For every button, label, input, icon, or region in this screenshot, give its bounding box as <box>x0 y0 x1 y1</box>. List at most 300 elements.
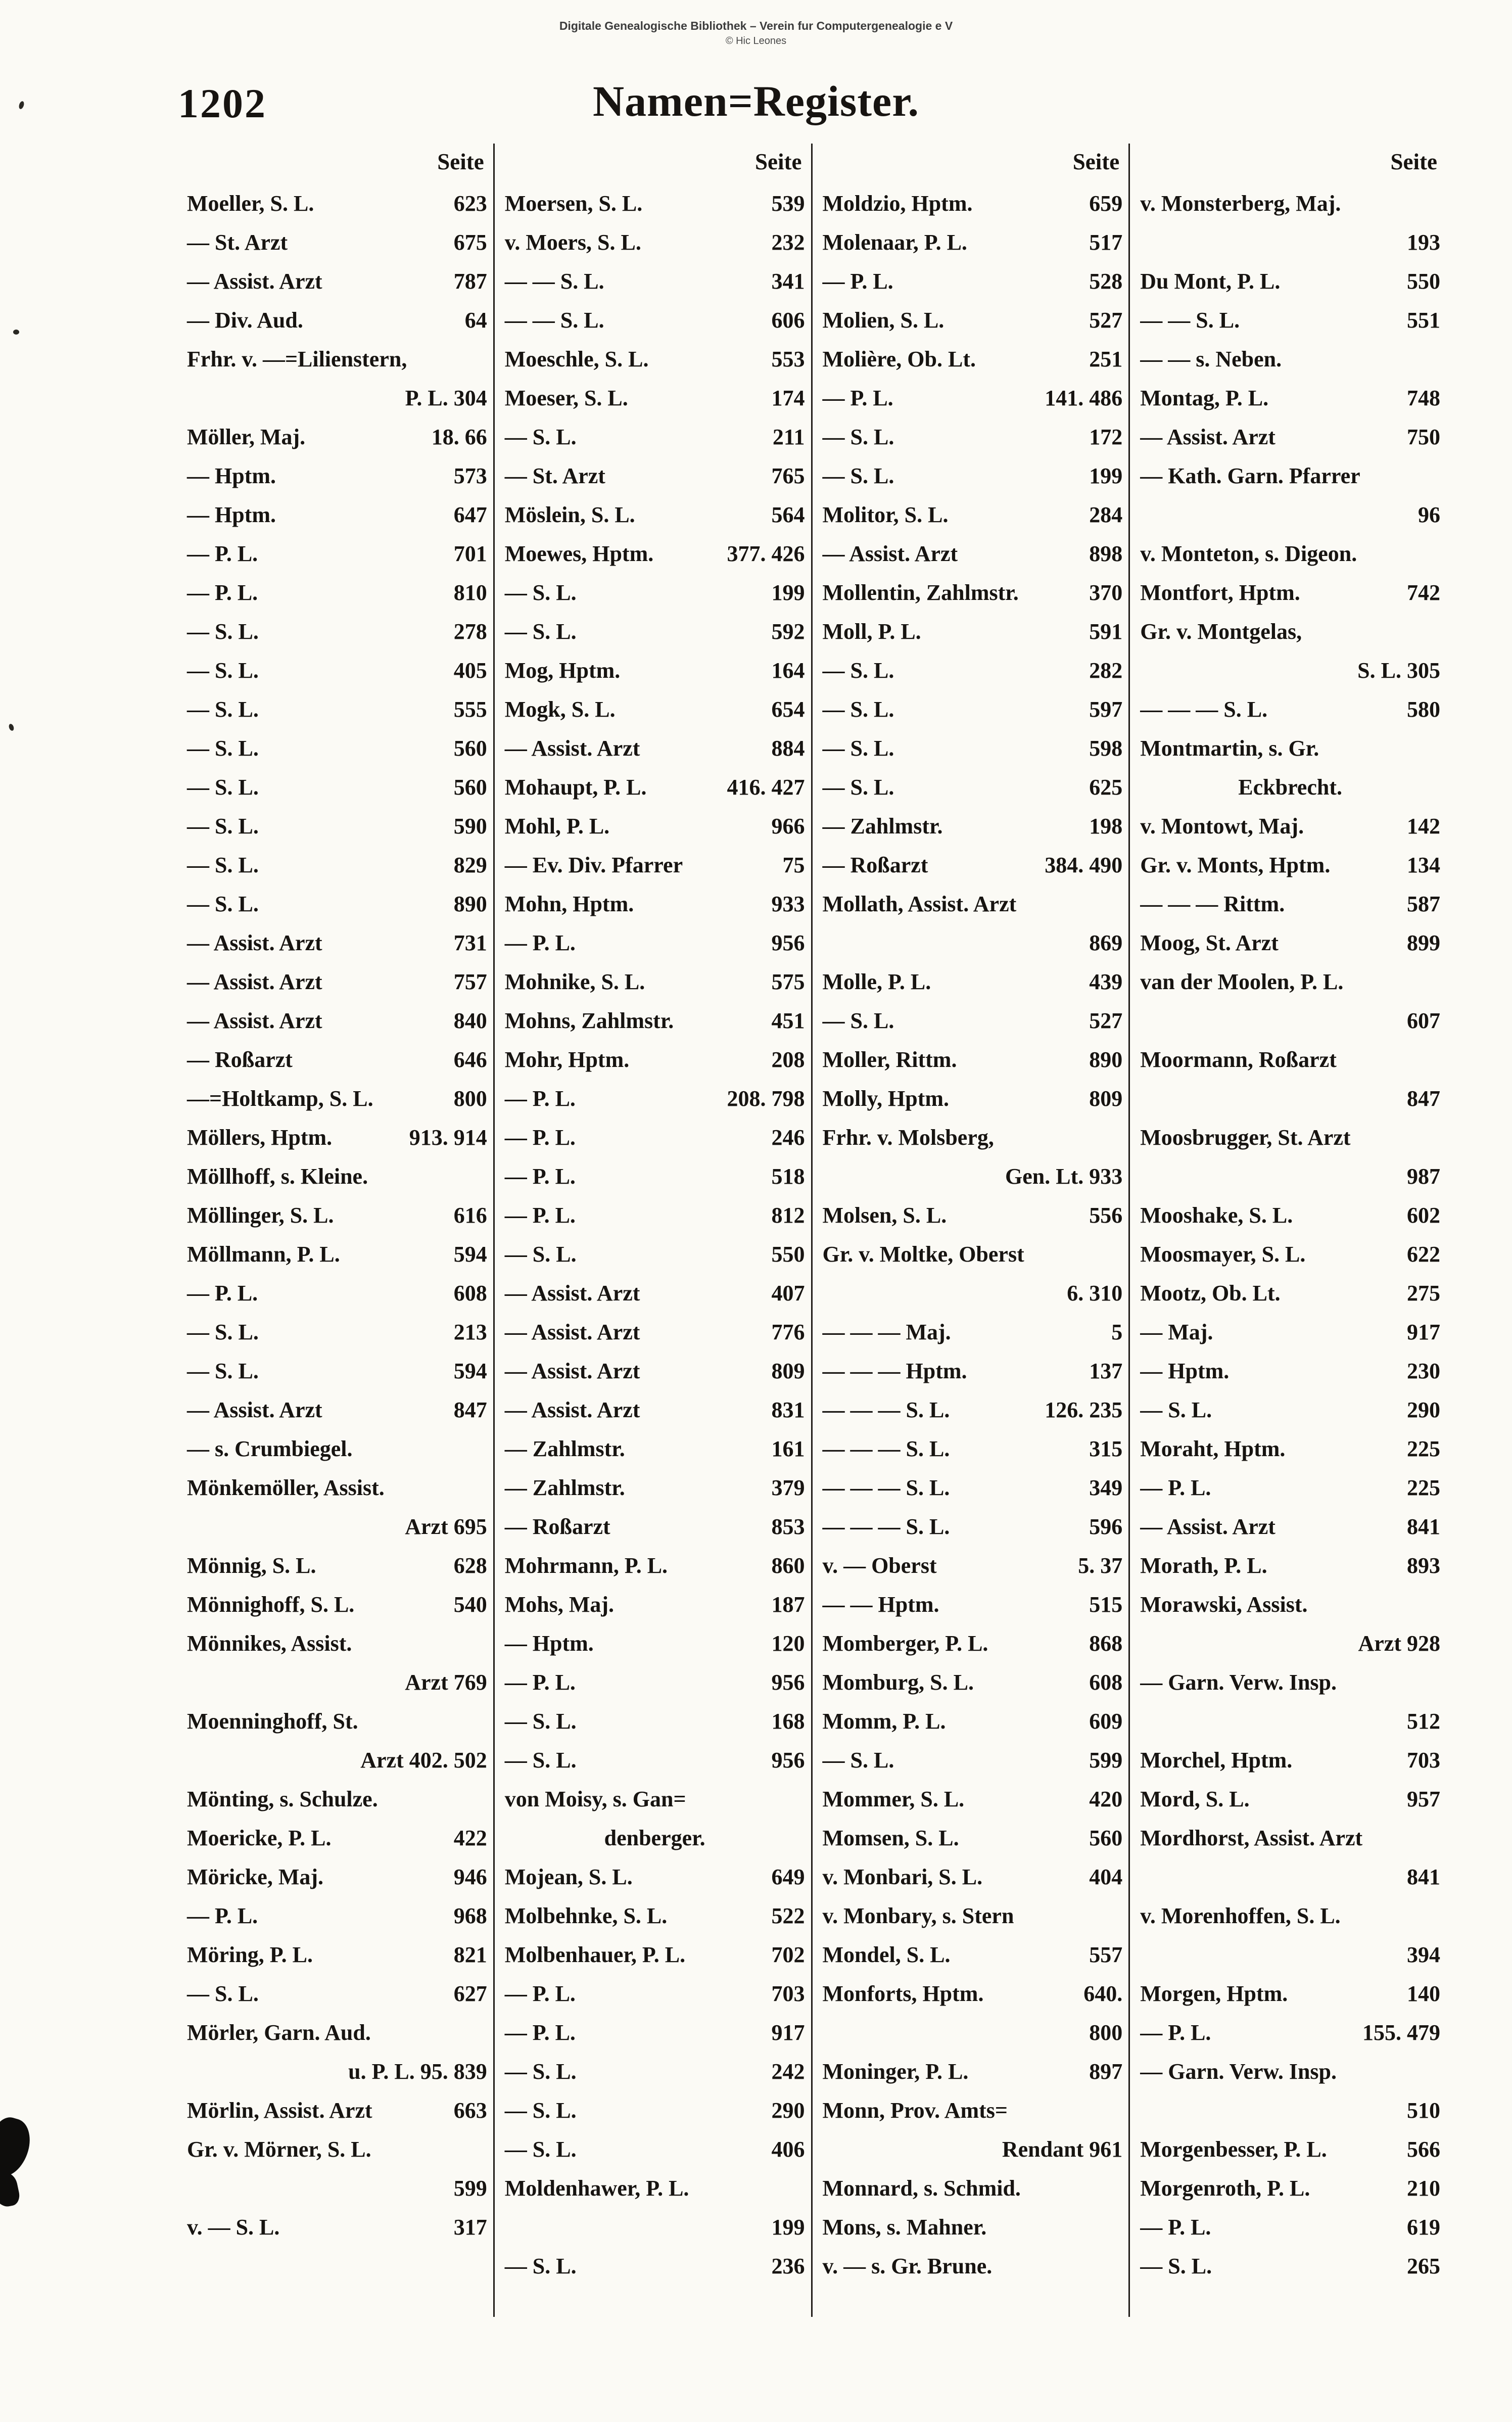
entry-page: 405 <box>453 658 487 683</box>
register-entry <box>187 1390 487 1429</box>
register-entry <box>187 1507 487 1546</box>
entry-text: Möring, P. L. <box>187 1942 313 1967</box>
entry-page: 126. 235 <box>1045 1398 1123 1422</box>
register-entry <box>187 768 487 807</box>
entry-text: — — — Hptm. <box>822 1359 967 1383</box>
entry-text: — — — S. L. <box>822 1436 950 1461</box>
ink-blot <box>0 2114 36 2182</box>
entry-text: — S. L. <box>504 2059 577 2084</box>
entry-text: v. — Oberst <box>822 1553 937 1578</box>
register-entry <box>187 1352 487 1390</box>
entry-text: — P. L. <box>1140 2020 1211 2045</box>
entry-page: 377. 426 <box>727 541 805 566</box>
register-entry <box>505 1935 805 1974</box>
entry-page: 646 <box>453 1047 487 1072</box>
entry-page: Gen. Lt. 933 <box>1005 1164 1123 1189</box>
entry-text: v. — s. Gr. Brune. <box>822 2254 993 2278</box>
entry-page: 917 <box>1407 1320 1440 1344</box>
entry-page: 210 <box>1407 2176 1440 2201</box>
entry-text: v. Moers, S. L. <box>504 230 641 255</box>
entry-page: 64 <box>464 308 487 333</box>
register-entry <box>823 495 1123 534</box>
register-entry <box>823 1468 1123 1507</box>
entry-page: 956 <box>771 1670 805 1695</box>
entry-page: 564 <box>771 502 805 527</box>
entry-text: — Assist. Arzt <box>187 1008 322 1033</box>
entry-text: Montag, P. L. <box>1140 386 1269 410</box>
entry-text: — S. L. <box>504 1242 577 1267</box>
entry-text: — — s. Neben. <box>1140 347 1282 371</box>
entry-page: 225 <box>1407 1475 1440 1500</box>
register-entry <box>187 1585 487 1624</box>
register-entry <box>1140 495 1440 534</box>
entry-text: — Assist. Arzt <box>504 1359 640 1383</box>
entry-text: Moeschle, S. L. <box>504 347 649 371</box>
register-entry <box>187 2013 487 2052</box>
entry-page: 731 <box>453 930 487 955</box>
scan-speck <box>13 330 19 335</box>
entry-page: Arzt 402. 502 <box>360 1748 487 1773</box>
register-entry <box>823 1663 1123 1702</box>
register-entry <box>187 1040 487 1079</box>
register-entry <box>823 262 1123 301</box>
register-entry <box>1140 1896 1440 1935</box>
register-entry <box>187 1313 487 1352</box>
column-seite-header: Seite <box>1072 149 1120 174</box>
register-entry <box>823 2208 1123 2247</box>
register-entry <box>505 2091 805 2130</box>
entry-text: Molitor, S. L. <box>822 502 949 527</box>
entry-page: 527 <box>1089 308 1123 333</box>
register-entry <box>823 768 1123 807</box>
entry-page: 5. 37 <box>1078 1553 1123 1578</box>
register-entry <box>505 340 805 379</box>
register-entry <box>823 417 1123 456</box>
entry-page: 597 <box>1089 697 1123 722</box>
entry-page: 616 <box>453 1203 487 1228</box>
entry-text: — S. L. <box>504 2254 577 2278</box>
entry-page: 282 <box>1089 658 1123 683</box>
register-entry <box>1140 1702 1440 1741</box>
register-entry <box>505 1157 805 1196</box>
register-entry <box>505 612 805 651</box>
register-entry <box>823 1235 1123 1274</box>
entry-page: 809 <box>1089 1086 1123 1111</box>
register-entry <box>505 807 805 846</box>
entry-text: — Assist. Arzt <box>187 930 322 955</box>
entry-text: — P. L. <box>504 1164 576 1189</box>
register-entry <box>505 1196 805 1235</box>
register-entry <box>505 1546 805 1585</box>
entry-text: — S. L. <box>187 853 259 877</box>
column-entries <box>823 184 1123 2286</box>
entry-text: — s. Crumbiegel. <box>187 1436 353 1461</box>
entry-text: — S. L. <box>504 2098 577 2123</box>
entry-text: — P. L. <box>504 1670 576 1695</box>
entry-text: — — — Maj. <box>822 1320 951 1344</box>
register-entry <box>505 651 805 690</box>
entry-page: 230 <box>1407 1359 1440 1383</box>
entry-text: Mönkemöller, Assist. <box>187 1475 385 1500</box>
entry-text: — S. L. <box>822 1748 894 1773</box>
register-entry <box>823 1001 1123 1040</box>
register-entry <box>1140 2052 1440 2091</box>
register-entry <box>1140 690 1440 729</box>
entry-text: — — S. L. <box>504 269 604 294</box>
entry-page: 550 <box>1407 269 1440 294</box>
register-entry <box>1140 2247 1440 2286</box>
entry-page: 225 <box>1407 1436 1440 1461</box>
register-entry <box>1140 2208 1440 2247</box>
entry-text: Mollath, Assist. Arzt <box>822 892 1017 916</box>
entry-text: — Assist. Arzt <box>1140 1514 1275 1539</box>
entry-page: 956 <box>771 1748 805 1773</box>
register-entry <box>505 1118 805 1157</box>
entry-text: Mogk, S. L. <box>504 697 616 722</box>
entry-page: 528 <box>1089 269 1123 294</box>
entry-page: 198 <box>1089 814 1123 839</box>
entry-text: — S. L. <box>1140 2254 1212 2278</box>
register-entry <box>823 1819 1123 1857</box>
register-entry <box>187 1780 487 1819</box>
entry-page: 623 <box>453 191 487 216</box>
register-entry <box>823 690 1123 729</box>
entry-text: Mollentin, Zahlmstr. <box>822 580 1019 605</box>
register-entry <box>187 573 487 612</box>
register-entry <box>187 1896 487 1935</box>
entry-page: 847 <box>453 1398 487 1422</box>
entry-text: Montmartin, s. Gr. <box>1140 736 1319 761</box>
scan-speck <box>8 723 15 731</box>
entry-text: Mohl, P. L. <box>504 814 610 839</box>
register-entry <box>187 534 487 573</box>
entry-text: Mons, s. Mahner. <box>822 2215 987 2240</box>
entry-text: Moericke, P. L. <box>187 1826 332 1850</box>
entry-page: 608 <box>453 1281 487 1306</box>
entry-text: Mooshake, S. L. <box>1140 1203 1293 1228</box>
entry-text: — P. L. <box>187 1281 258 1306</box>
entry-text: Möslein, S. L. <box>504 502 635 527</box>
entry-text: Mondel, S. L. <box>822 1942 951 1967</box>
register-entry <box>187 651 487 690</box>
entry-page: 172 <box>1089 425 1123 449</box>
entry-page: 594 <box>453 1359 487 1383</box>
entry-text: Moraht, Hptm. <box>1140 1436 1286 1461</box>
entry-text: v. Monteton, s. Digeon. <box>1140 541 1357 566</box>
entry-text: Mönnig, S. L. <box>187 1553 316 1578</box>
register-entry <box>1140 2091 1440 2130</box>
entry-page: 370 <box>1089 580 1123 605</box>
entry-text: — — — S. L. <box>822 1475 950 1500</box>
entry-page: 654 <box>771 697 805 722</box>
register-entry <box>1140 301 1440 340</box>
register-entry <box>187 495 487 534</box>
register-entry <box>1140 884 1440 923</box>
entry-page: 560 <box>453 775 487 800</box>
entry-text: v. Montowt, Maj. <box>1140 814 1304 839</box>
entry-page: 404 <box>1089 1865 1123 1889</box>
register-entry <box>1140 846 1440 884</box>
register-entry <box>1140 573 1440 612</box>
register-entry <box>823 2247 1123 2286</box>
register-entry <box>187 1196 487 1235</box>
register-entry <box>1140 1857 1440 1896</box>
register-entry <box>1140 1118 1440 1157</box>
entry-page: 155. 479 <box>1362 2020 1440 2045</box>
register-entry <box>187 1001 487 1040</box>
entry-page: 933 <box>771 892 805 916</box>
entry-page: 831 <box>771 1398 805 1422</box>
entry-text: Molsen, S. L. <box>822 1203 947 1228</box>
register-entry <box>823 340 1123 379</box>
register-entry <box>1140 1196 1440 1235</box>
entry-page: 246 <box>771 1125 805 1150</box>
register-columns <box>177 144 1446 2317</box>
entry-text: Moller, Rittm. <box>822 1047 957 1072</box>
register-entry <box>823 1196 1123 1235</box>
register-entry <box>1140 379 1440 417</box>
entry-page: 208 <box>771 1047 805 1072</box>
register-entry <box>187 1819 487 1857</box>
entry-page: 599 <box>1089 1748 1123 1773</box>
register-entry <box>1140 1079 1440 1118</box>
entry-text: — — — S. L. <box>822 1514 950 1539</box>
register-entry <box>1140 1935 1440 1974</box>
entry-text: — — S. L. <box>1140 308 1240 333</box>
entry-page: 134 <box>1407 853 1440 877</box>
entry-page: u. P. L. 95. 839 <box>348 2059 487 2084</box>
entry-page: 957 <box>1407 1787 1440 1811</box>
column-entries <box>187 184 487 2247</box>
register-entry <box>187 2091 487 2130</box>
entry-text: van der Moolen, P. L. <box>1140 969 1344 994</box>
entry-page: 893 <box>1407 1553 1440 1578</box>
entry-text: Molbenhauer, P. L. <box>504 1942 686 1967</box>
register-entry <box>187 846 487 884</box>
register-entry <box>1140 184 1440 223</box>
register-entry <box>823 1040 1123 1079</box>
entry-page: 278 <box>453 619 487 644</box>
register-entry <box>505 1585 805 1624</box>
entry-page: 592 <box>771 619 805 644</box>
register-entry <box>505 1040 805 1079</box>
entry-text: Momburg, S. L. <box>822 1670 974 1695</box>
entry-page: 899 <box>1407 930 1440 955</box>
column-seite-header: Seite <box>755 149 802 174</box>
entry-page: 422 <box>453 1826 487 1850</box>
entry-page: 142 <box>1407 814 1440 839</box>
register-entry <box>823 962 1123 1001</box>
register-entry <box>1140 923 1440 962</box>
entry-page: 141. 486 <box>1045 386 1123 410</box>
entry-text: — S. L. <box>822 1008 894 1033</box>
register-entry <box>1140 1468 1440 1507</box>
register-entry <box>505 184 805 223</box>
entry-text: Moenninghoff, St. <box>187 1709 358 1734</box>
entry-text: Momm, P. L. <box>822 1709 946 1734</box>
register-entry <box>505 2130 805 2169</box>
entry-page: 596 <box>1089 1514 1123 1539</box>
entry-page: 161 <box>771 1436 805 1461</box>
entry-page: 379 <box>771 1475 805 1500</box>
entry-text: — Assist. Arzt <box>822 541 958 566</box>
entry-page: 208. 798 <box>727 1086 805 1111</box>
entry-text: — S. L. <box>187 814 259 839</box>
register-entry <box>1140 1507 1440 1546</box>
entry-page: 555 <box>453 697 487 722</box>
register-entry <box>1140 1313 1440 1352</box>
entry-page: 587 <box>1407 892 1440 916</box>
entry-text: Moosbrugger, St. Arzt <box>1140 1125 1351 1150</box>
register-entry <box>823 223 1123 262</box>
register-entry <box>187 1157 487 1196</box>
entry-text: denberger. <box>604 1826 705 1850</box>
entry-page: 575 <box>771 969 805 994</box>
entry-page: 821 <box>453 1942 487 1967</box>
entry-text: — Zahlmstr. <box>504 1436 625 1461</box>
entry-text: — P. L. <box>504 1981 576 2006</box>
entry-text: — — Hptm. <box>822 1592 939 1617</box>
entry-page: 840 <box>453 1008 487 1033</box>
page-title: Namen=Register. <box>593 77 919 125</box>
entry-page: 518 <box>771 1164 805 1189</box>
register-entry <box>823 1585 1123 1624</box>
register-entry <box>1140 1546 1440 1585</box>
entry-text: Mog, Hptm. <box>504 658 621 683</box>
register-entry <box>187 2130 487 2169</box>
entry-text: v. Morenhoffen, S. L. <box>1140 1903 1341 1928</box>
register-entry <box>1140 1040 1440 1079</box>
entry-text: v. — S. L. <box>187 2215 280 2240</box>
entry-page: 551 <box>1407 308 1440 333</box>
register-entry <box>1140 2013 1440 2052</box>
entry-page: Arzt 928 <box>1358 1631 1440 1656</box>
register-entry <box>505 690 805 729</box>
register-entry <box>187 1429 487 1468</box>
entry-text: — P. L. <box>1140 1475 1211 1500</box>
entry-text: — Maj. <box>1140 1320 1213 1344</box>
entry-text: Moldzio, Hptm. <box>822 191 973 216</box>
register-entry <box>187 1663 487 1702</box>
entry-text: Mönnighoff, S. L. <box>187 1592 355 1617</box>
register-entry <box>187 223 487 262</box>
register-entry <box>505 1819 805 1857</box>
register-entry <box>505 1352 805 1390</box>
entry-page: 640. <box>1083 1981 1123 2006</box>
entry-page: 164 <box>771 658 805 683</box>
register-entry <box>505 962 805 1001</box>
register-entry <box>187 1741 487 1780</box>
register-entry <box>187 340 487 379</box>
register-entry <box>823 729 1123 768</box>
entry-text: Mörler, Garn. Aud. <box>187 2020 371 2045</box>
register-entry <box>823 301 1123 340</box>
register-entry <box>187 1546 487 1585</box>
entry-text: — S. L. <box>504 1709 577 1734</box>
register-entry <box>823 1780 1123 1819</box>
entry-text: Moog, St. Arzt <box>1140 930 1279 955</box>
entry-page: 702 <box>771 1942 805 1967</box>
register-entry <box>823 2013 1123 2052</box>
entry-page: 765 <box>771 463 805 488</box>
register-entry <box>187 1274 487 1313</box>
register-entry <box>1140 2169 1440 2208</box>
register-entry <box>187 690 487 729</box>
entry-page: 884 <box>771 736 805 761</box>
register-entry <box>187 1935 487 1974</box>
entry-text: — Assist. Arzt <box>187 969 322 994</box>
entry-page: 556 <box>1089 1203 1123 1228</box>
register-entry <box>505 456 805 495</box>
register-entry <box>505 301 805 340</box>
entry-text: — S. L. <box>504 2137 577 2162</box>
register-entry <box>505 1857 805 1896</box>
entry-text: Mohn, Hptm. <box>504 892 634 916</box>
register-entry <box>505 1235 805 1274</box>
register-entry <box>187 1624 487 1663</box>
entry-page: 199 <box>771 580 805 605</box>
register-entry <box>823 2091 1123 2130</box>
entry-page: 120 <box>771 1631 805 1656</box>
register-entry <box>505 1429 805 1468</box>
entry-page: 841 <box>1407 1514 1440 1539</box>
entry-page: 800 <box>1089 2020 1123 2045</box>
entry-page: 649 <box>771 1865 805 1889</box>
entry-page: 236 <box>771 2254 805 2278</box>
register-entry <box>823 1741 1123 1780</box>
entry-text: — Hptm. <box>504 1631 594 1656</box>
register-entry <box>187 2208 487 2247</box>
column-seite-header: Seite <box>437 149 484 174</box>
entry-page: 841 <box>1407 1865 1440 1889</box>
entry-text: — S. L. <box>822 658 894 683</box>
entry-page: 580 <box>1407 697 1440 722</box>
entry-text: Monnard, s. Schmid. <box>822 2176 1021 2201</box>
entry-page: 75 <box>782 853 805 877</box>
register-entry <box>505 1896 805 1935</box>
register-entry <box>823 884 1123 923</box>
register-entry <box>823 1079 1123 1118</box>
entry-text: — — S. L. <box>504 308 604 333</box>
register-entry <box>823 2169 1123 2208</box>
entry-text: Mohr, Hptm. <box>504 1047 630 1072</box>
entry-page: 566 <box>1407 2137 1440 2162</box>
entry-text: Morath, P. L. <box>1140 1553 1267 1578</box>
entry-text: Morgenroth, P. L. <box>1140 2176 1310 2201</box>
entry-text: — St. Arzt <box>504 463 605 488</box>
entry-page: 868 <box>1089 1631 1123 1656</box>
register-entry <box>1140 456 1440 495</box>
entry-page: Rendant 961 <box>1002 2137 1123 2162</box>
register-entry <box>187 262 487 301</box>
entry-text: Mörlin, Assist. Arzt <box>187 2098 372 2123</box>
register-entry <box>187 1702 487 1741</box>
entry-page: 341 <box>771 269 805 294</box>
entry-page: 608 <box>1089 1670 1123 1695</box>
entry-page: 406 <box>771 2137 805 2162</box>
register-entry <box>505 573 805 612</box>
entry-text: — Roßarzt <box>504 1514 610 1539</box>
entry-text: Molenaar, P. L. <box>822 230 967 255</box>
register-entry <box>187 1118 487 1157</box>
register-entry <box>505 1468 805 1507</box>
entry-page: 898 <box>1089 541 1123 566</box>
entry-page: 659 <box>1089 191 1123 216</box>
register-entry <box>823 1274 1123 1313</box>
entry-text: — P. L. <box>504 1125 576 1150</box>
entry-page: 663 <box>453 2098 487 2123</box>
entry-page: 394 <box>1407 1942 1440 1967</box>
